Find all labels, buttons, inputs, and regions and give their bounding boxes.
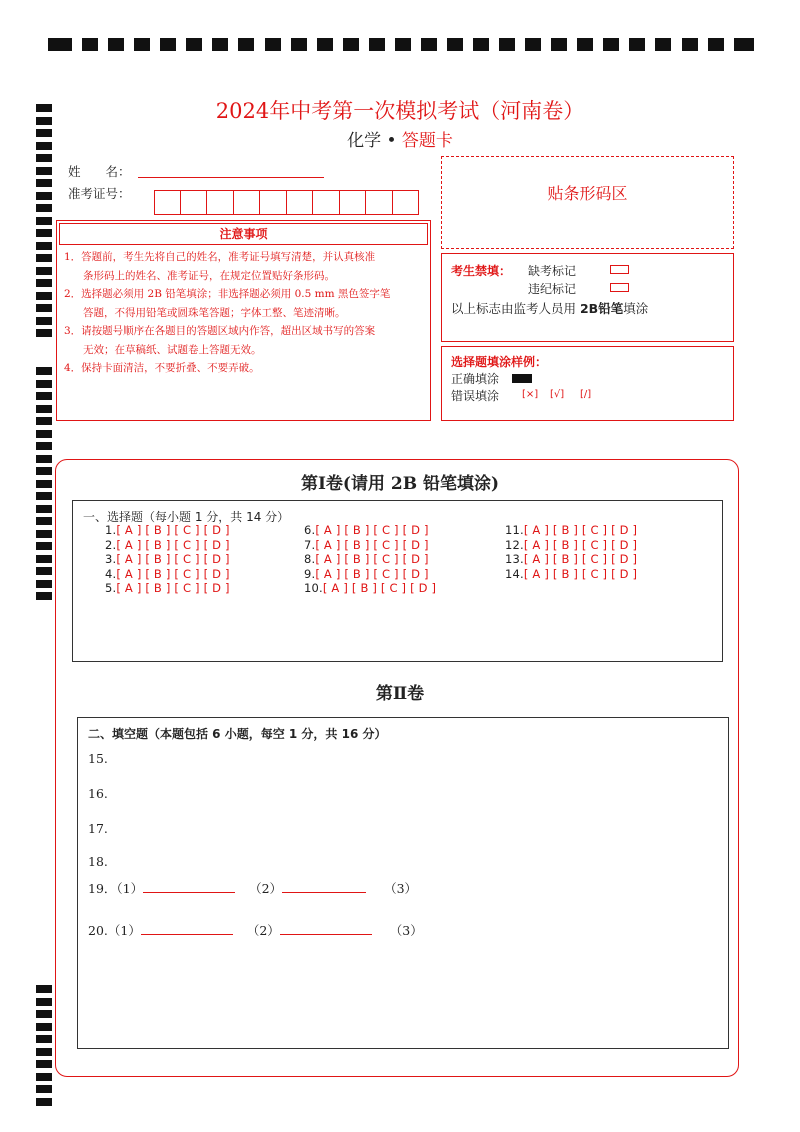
question-number: 1. <box>105 523 117 537</box>
part2-box <box>77 717 729 1049</box>
blank-19-1[interactable] <box>143 881 235 893</box>
question-8[interactable] <box>304 552 436 567</box>
choice-column-2 <box>304 523 436 596</box>
question-17-label: 17. <box>88 821 108 836</box>
ticket-number-boxes[interactable] <box>154 190 419 215</box>
question-16-label: 16. <box>88 786 108 801</box>
question-number: 3. <box>105 552 117 567</box>
ticket-box[interactable] <box>393 190 420 215</box>
wrong-label: 错误填涂 <box>451 389 500 403</box>
notice-line-4: 答题，不得用铅笔或圆珠笔答题；字体工整、笔迹清晰。 <box>83 306 346 319</box>
blank-20-1[interactable] <box>141 923 233 935</box>
answer-options[interactable]: [ A ] [ B ] [ C ] [ D ] <box>315 523 429 537</box>
question-number: 6. <box>304 523 316 537</box>
ticket-box[interactable] <box>260 190 287 215</box>
blank-1-label: （1） <box>116 881 144 896</box>
question-12[interactable] <box>505 538 637 553</box>
question-19-row <box>88 879 417 897</box>
blank-1-label: （1） <box>107 923 141 938</box>
ticket-box[interactable] <box>234 190 261 215</box>
part1-section-title: 一、选择题（每小题 1 分，共 14 分） <box>83 510 290 524</box>
answer-options[interactable]: [ A ] [ B ] [ C ] [ D ] <box>116 552 230 567</box>
question-11[interactable] <box>505 523 637 538</box>
ticket-box[interactable] <box>313 190 340 215</box>
question-14[interactable] <box>505 567 637 582</box>
question-1[interactable] <box>105 523 230 538</box>
question-number: 7. <box>304 537 316 552</box>
notice-line-1: 1．答题前，考生先将自己的姓名，准考证号填写清楚，并认真核准 <box>64 251 376 263</box>
ticket-box[interactable] <box>181 190 208 215</box>
barcode-label: 贴条形码区 <box>547 184 628 203</box>
choice-column-1 <box>105 523 230 596</box>
ticket-box[interactable] <box>207 190 234 215</box>
question-4[interactable] <box>105 567 230 582</box>
answer-options[interactable]: [ A ] [ B ] [ C ] [ D ] <box>322 581 437 596</box>
answer-options[interactable]: [ A ] [ B ] [ C ] [ D ] <box>523 523 638 537</box>
question-15-label: 15. <box>88 751 108 766</box>
question-13[interactable] <box>505 552 637 567</box>
question-5[interactable] <box>105 581 230 596</box>
forbidden-note-bold: 2B铅笔 <box>579 301 624 316</box>
sample-title: 选择题填涂样例： <box>451 355 548 369</box>
page-subtitle <box>0 126 800 151</box>
question-number: 5. <box>105 581 117 596</box>
side-marks-3 <box>36 985 52 1110</box>
page-title: 2024年中考第一次模拟考试（河南卷） <box>215 99 585 123</box>
question-2[interactable] <box>105 538 230 553</box>
blank-19-2[interactable] <box>282 881 366 893</box>
answer-options[interactable]: [ A ] [ B ] [ C ] [ D ] <box>116 537 230 552</box>
question-3[interactable] <box>105 552 230 567</box>
correct-label: 正确填涂 <box>451 372 500 386</box>
question-6[interactable] <box>304 523 436 538</box>
question-20-row <box>88 921 423 939</box>
notice-box <box>56 220 431 421</box>
answer-options[interactable]: [ A ] [ B ] [ C ] [ D ] <box>523 537 638 552</box>
notice-line-6: 无效；在草稿纸、试题卷上答题无效。 <box>83 343 262 356</box>
forbidden-label: 考生禁填： <box>451 264 512 278</box>
blank-20-2[interactable] <box>280 923 372 935</box>
wrong-mark-x: [×] <box>522 389 539 400</box>
forbidden-note-pre: 以上标志由监考人员用 <box>451 301 580 316</box>
question-19-label: 19． <box>88 881 117 896</box>
barcode-area <box>441 156 734 249</box>
answer-options[interactable]: [ A ] [ B ] [ C ] [ D ] <box>116 523 230 537</box>
part2-section-title: 二、填空题（本题包括 6 小题，每空 1 分，共 16 分） <box>88 727 387 741</box>
subject-label: 化学 <box>347 131 382 151</box>
correct-fill-sample <box>512 374 532 383</box>
forbidden-box <box>441 253 734 342</box>
question-10[interactable] <box>304 581 436 596</box>
answer-options[interactable]: [ A ] [ B ] [ C ] [ D ] <box>315 566 429 581</box>
ticket-box[interactable] <box>340 190 367 215</box>
part1-title: 第Ⅰ卷(请用 2B 铅笔填涂) <box>300 474 500 494</box>
forbidden-note-post: 填涂 <box>623 301 649 316</box>
blank-2-label: （2） <box>246 923 280 938</box>
question-number: 11. <box>505 523 524 537</box>
blank-3-label: （3） <box>389 923 423 938</box>
question-number: 14. <box>505 566 524 581</box>
absent-label: 缺考标记 <box>528 264 577 278</box>
ticket-box[interactable] <box>366 190 393 215</box>
top-timing-marks <box>48 38 754 52</box>
question-number: 2. <box>105 537 117 552</box>
dot-separator: • <box>386 131 397 151</box>
notice-line-7: 4．保持卡面清洁，不要折叠、不要弄破。 <box>64 362 260 374</box>
notice-line-2: 条形码上的姓名、准考证号，在规定位置贴好条形码。 <box>83 269 335 282</box>
question-18-label: 18. <box>88 854 108 869</box>
name-input-line[interactable] <box>138 177 324 178</box>
name-label: 姓 名： <box>68 164 131 179</box>
answer-options[interactable]: [ A ] [ B ] [ C ] [ D ] <box>315 552 429 567</box>
question-20-label: 20. <box>88 923 108 938</box>
question-number: 9. <box>304 566 316 581</box>
question-9[interactable] <box>304 567 436 582</box>
absent-mark-box[interactable] <box>610 265 629 274</box>
forbidden-note <box>451 299 648 317</box>
wrong-mark-slash: [/] <box>580 389 592 400</box>
question-number: 8. <box>304 552 316 567</box>
card-label: 答题卡 <box>401 131 453 151</box>
ticket-box[interactable] <box>154 190 181 215</box>
question-number: 4. <box>105 566 117 581</box>
part2-title: 第Ⅱ卷 <box>375 684 425 704</box>
wrong-mark-check: [√] <box>550 389 565 400</box>
question-number: 13. <box>505 552 524 567</box>
sample-box <box>441 346 734 421</box>
question-7[interactable] <box>304 538 436 553</box>
answer-options[interactable]: [ A ] [ B ] [ C ] [ D ] <box>523 552 638 567</box>
notice-title: 注意事项 <box>59 223 428 245</box>
answer-options[interactable]: [ A ] [ B ] [ C ] [ D ] <box>523 566 638 581</box>
blank-3-label: （3） <box>384 881 418 896</box>
answer-options[interactable]: [ A ] [ B ] [ C ] [ D ] <box>116 566 230 581</box>
question-number: 10. <box>304 581 323 596</box>
answer-options[interactable]: [ A ] [ B ] [ C ] [ D ] <box>315 537 429 552</box>
part1-box <box>72 500 723 662</box>
ticket-label: 准考证号： <box>68 186 131 201</box>
notice-line-5: 3．请按题号顺序在各题目的答题区域内作答，超出区域书写的答案 <box>64 325 376 337</box>
notice-line-3: 2．选择题必须用 2B 铅笔填涂；非选择题必须用 0.5 mm 黑色签字笔 <box>64 288 391 300</box>
blank-2-label: （2） <box>249 881 283 896</box>
choice-column-3 <box>505 523 637 581</box>
answer-options[interactable]: [ A ] [ B ] [ C ] [ D ] <box>116 581 230 596</box>
ticket-box[interactable] <box>287 190 314 215</box>
question-number: 12. <box>505 537 524 552</box>
violation-mark-box[interactable] <box>610 283 629 292</box>
violation-label: 违纪标记 <box>528 282 577 296</box>
